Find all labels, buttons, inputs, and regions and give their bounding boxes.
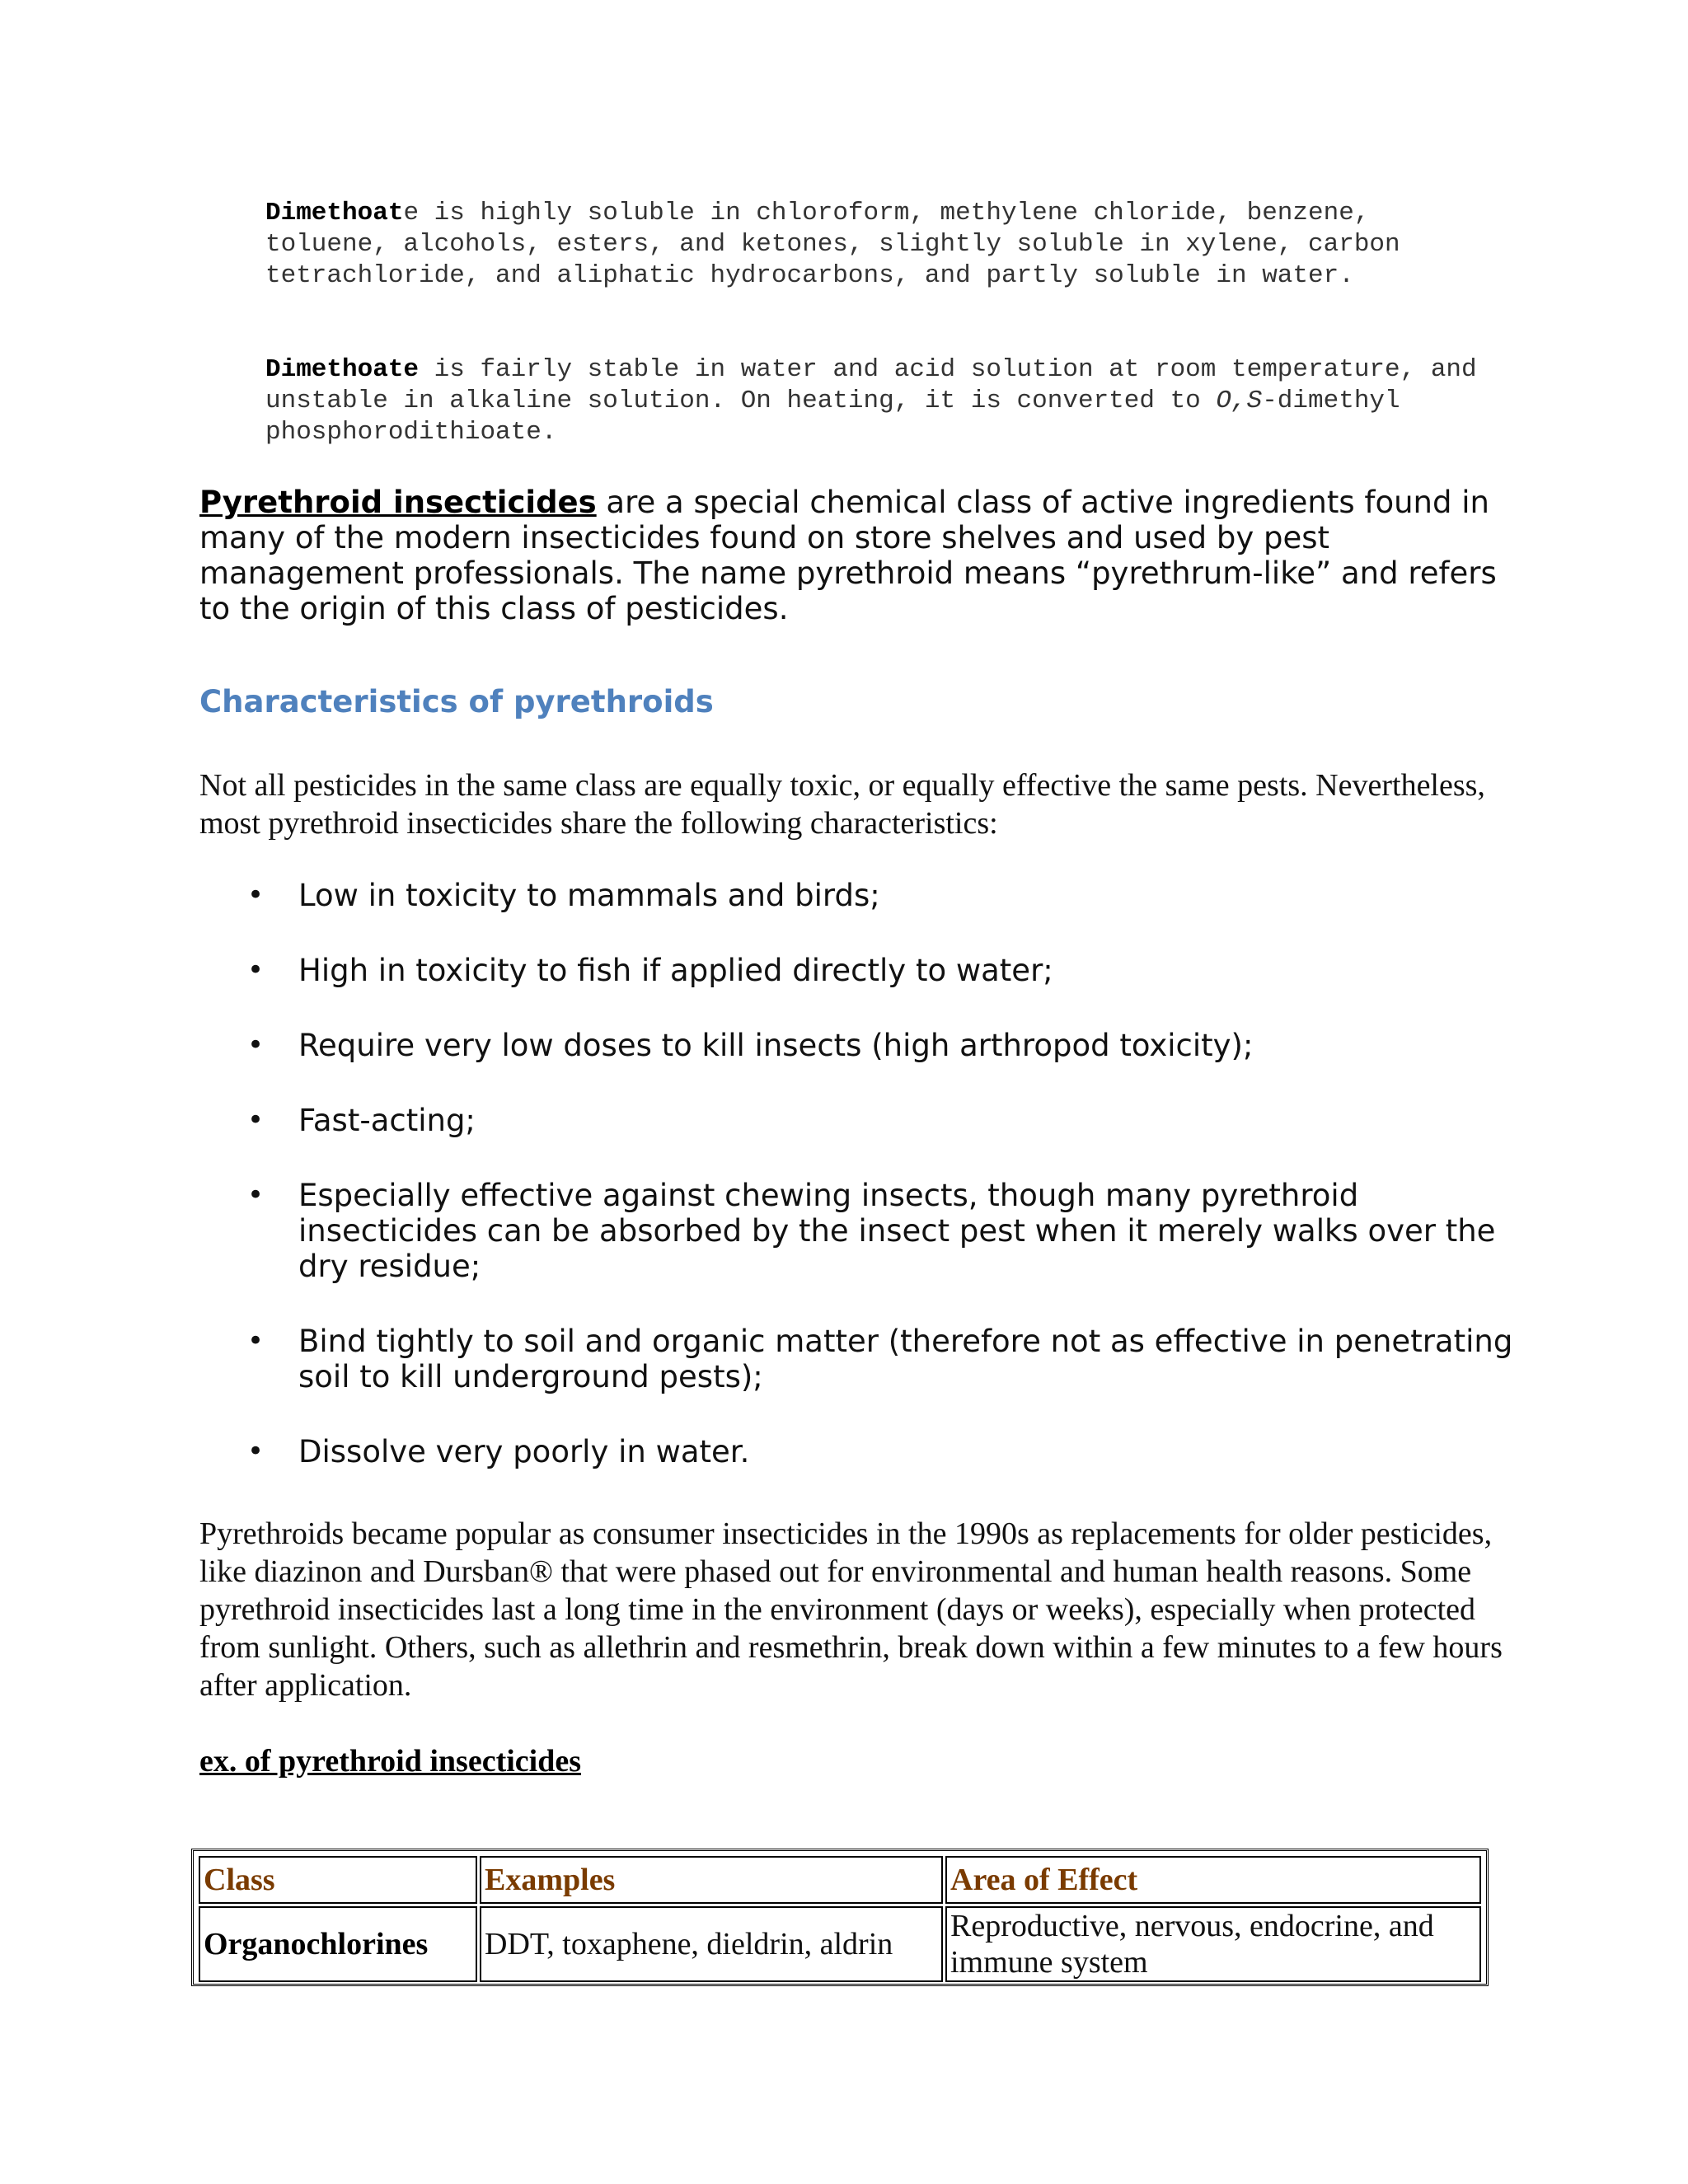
list-item-text: Dissolve very poorly in water.	[298, 1434, 750, 1469]
list-item	[199, 878, 1518, 913]
list-item	[199, 1324, 1518, 1394]
list-item-text: Fast-acting;	[298, 1103, 476, 1138]
list-item-text: Low in toxicity to mammals and birds;	[298, 878, 880, 913]
characteristics-lead-paragraph: Not all pesticides in the same class are equally toxic, or equally effective the same pests. Nevertheless, most pyrethroid insecticides share the following characteristics:	[199, 768, 1485, 841]
table-header-examples: Examples	[480, 1856, 943, 1904]
bullet-icon: •	[247, 1435, 265, 1468]
table-header-class: Class	[199, 1856, 477, 1904]
list-item-text: Require very low doses to kill insects (high arthropod toxicity);	[298, 1028, 1254, 1063]
dimethoate-stability-end: -dimethyl phosphorodithioate.	[265, 387, 1400, 447]
bullet-icon: •	[247, 1104, 265, 1137]
table-cell-class: Organochlorines	[199, 1906, 477, 1982]
os-italic-text: O,S	[1216, 387, 1263, 415]
dimethoate-term: Dimethoate	[265, 355, 420, 384]
list-item	[199, 1434, 1518, 1469]
list-item	[199, 1028, 1518, 1063]
pyrethroid-intro-paragraph	[199, 485, 1502, 626]
pyrethroid-examples-table	[191, 1849, 1489, 1986]
list-item-text: Bind tightly to soil and organic matter (therefore not as effective in penetrating soil to kill underground pests);	[298, 1324, 1513, 1394]
bullet-icon: •	[247, 954, 265, 987]
pyrethroid-intro-text: are a special chemical class of active ingredients found in many of the modern insecticides found on store shelves and used by pest management professionals. The name pyrethroid means “pyrethrum-like” and refers to the origin of this class of pesticides.	[199, 485, 1497, 626]
dimethoate-term: Dimethoat	[265, 199, 404, 227]
dimethoate-stability-text: is fairly stable in water and acid solution at room temperature, and unstable in alkaline solution. On heating, it is converted to	[265, 355, 1477, 415]
characteristics-bullet-list	[199, 878, 1518, 1469]
table-header-area-of-effect: Area of Effect	[945, 1856, 1481, 1904]
bullet-icon: •	[247, 1029, 265, 1062]
table-header-row	[199, 1856, 1481, 1904]
bullet-icon: •	[247, 879, 265, 912]
list-item-text: High in toxicity to fish if applied directly to water;	[298, 953, 1053, 988]
table-row	[199, 1906, 1481, 1982]
table-cell-area-of-effect: Reproductive, nervous, endocrine, and immune system	[945, 1906, 1481, 1982]
characteristics-heading: Characteristics of pyrethroids	[199, 684, 714, 719]
list-item	[199, 1178, 1518, 1284]
list-item	[199, 953, 1518, 988]
examples-table-grid	[196, 1854, 1484, 1985]
bullet-icon: •	[247, 1179, 265, 1212]
list-item-text: Especially effective against chewing insects, though many pyrethroid insecticides can be absorbed by the insect pest when it merely walks over the dry residue;	[298, 1178, 1496, 1284]
dimethoate-solubility-paragraph	[265, 198, 1502, 292]
dimethoate-stability-paragraph	[265, 354, 1502, 448]
popularity-paragraph: Pyrethroids became popular as consumer insecticides in the 1990s as replacements for older pesticides, like diazinon and Dursban® that were phased out for environmental and human health reasons. Some pyrethroid insecticides last a long time in the environment (days or weeks), especially when protected from sunlight. Others, such as allethrin and resmethrin, break down within a few minutes to a few hours after application.	[199, 1516, 1503, 1703]
examples-heading: ex. of pyrethroid insecticides	[199, 1744, 581, 1779]
bullet-icon: •	[247, 1324, 265, 1357]
pyrethroid-intro-lead: Pyrethroid insecticides	[199, 485, 597, 520]
list-item	[199, 1103, 1518, 1138]
dimethoate-solubility-text: e is highly soluble in chloroform, methylene chloride, benzene, toluene, alcohols, esters, and ketones, slightly soluble in xylene, carbon tetrachloride, and aliphatic hydrocarbons, and partly soluble in water.	[265, 199, 1400, 290]
table-cell-examples: DDT, toxaphene, dieldrin, aldrin	[480, 1906, 943, 1982]
